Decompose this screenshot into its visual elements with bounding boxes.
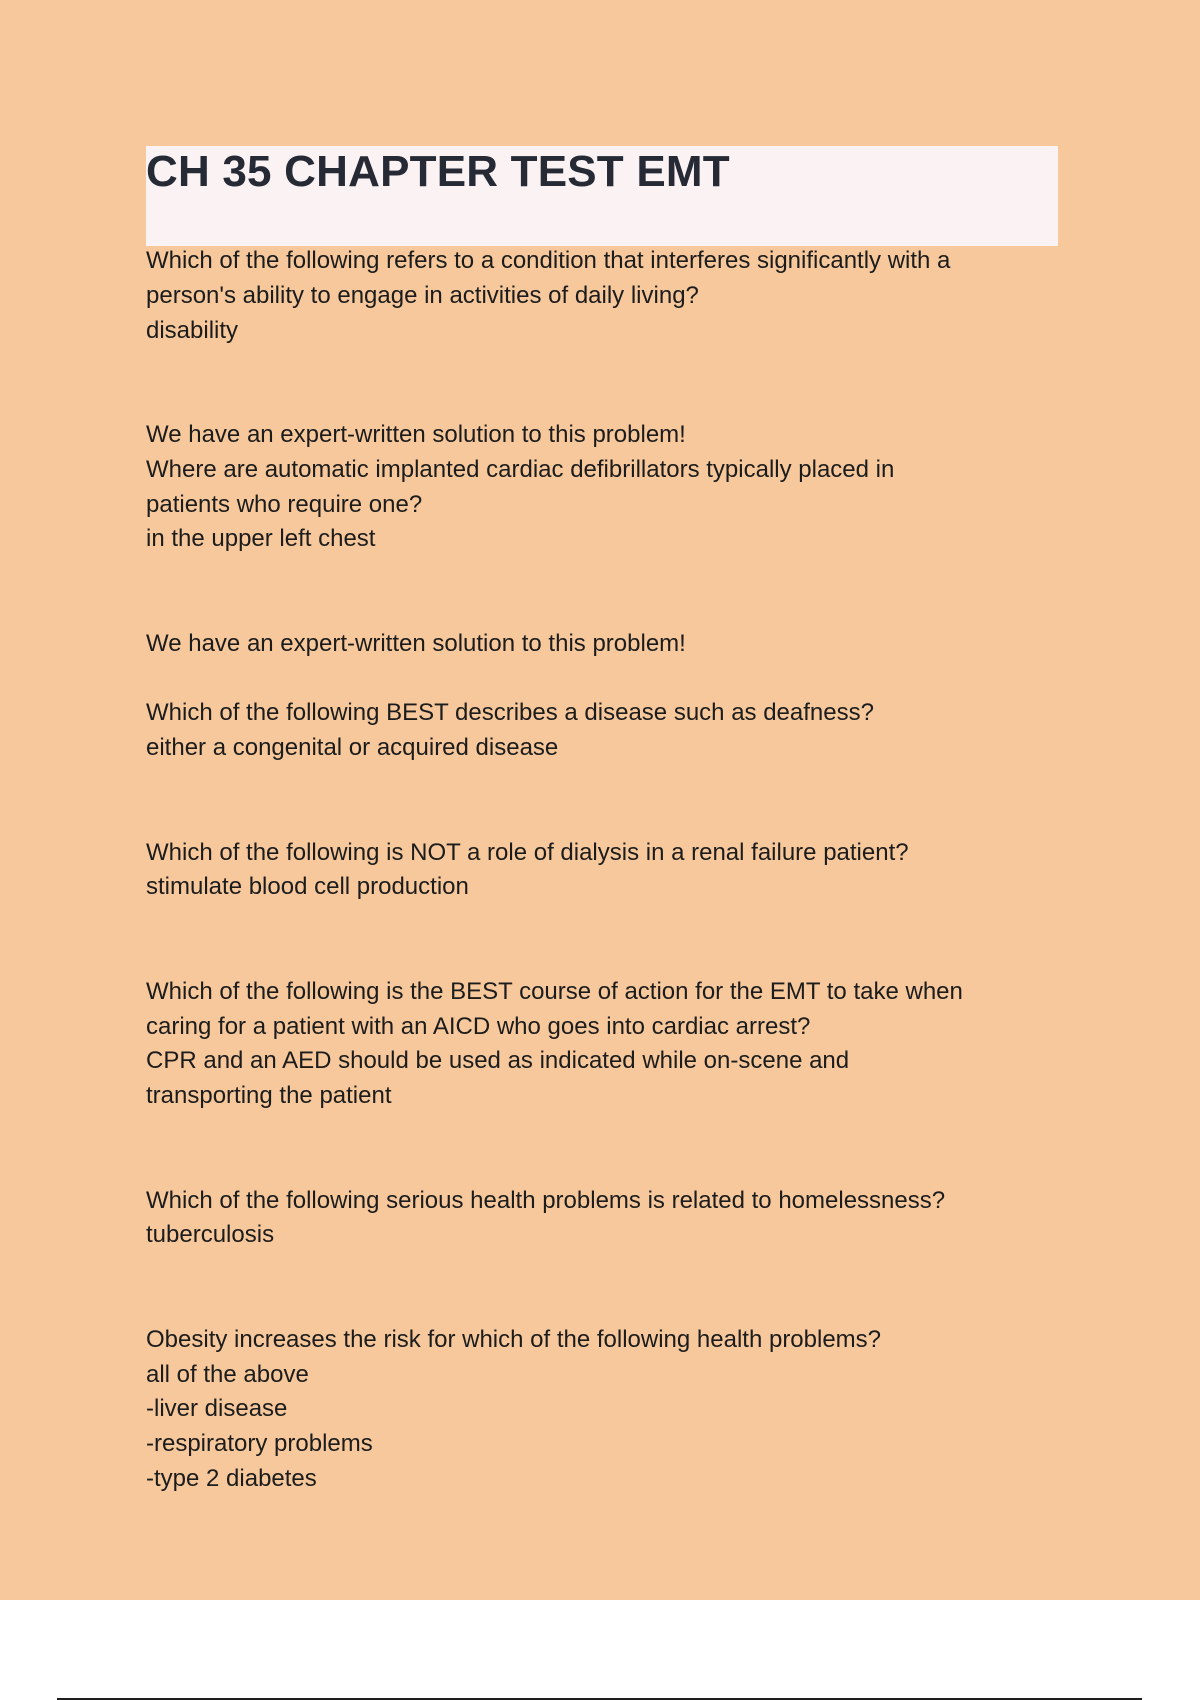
text-line: disability	[146, 316, 239, 344]
text-line: -type 2 diabetes	[146, 1464, 317, 1492]
text-line: CPR and an AED should be used as indicated while on-scene and	[146, 1047, 850, 1075]
blank-line	[146, 1288, 1066, 1323]
text-line: Which of the following BEST describes a disease such as deafness?	[146, 699, 874, 727]
blank-line	[146, 348, 1066, 383]
text-line: all of the above	[146, 1360, 309, 1388]
blank-line	[146, 1253, 1066, 1288]
blank-line	[146, 905, 1066, 940]
blank-line	[146, 801, 1066, 836]
text-line: We have an expert-written solution to this problem!	[146, 420, 686, 448]
text-line: Obesity increases the risk for which of the following health problems?	[146, 1325, 882, 1353]
blank-line	[146, 940, 1066, 975]
blank-line	[146, 1149, 1066, 1184]
text-line: -respiratory problems	[146, 1430, 373, 1458]
text-line: either a congenital or acquired disease	[146, 734, 559, 762]
text-line: stimulate blood cell production	[146, 873, 469, 901]
document-title: CH 35 CHAPTER TEST EMT	[146, 147, 730, 196]
document-body	[146, 244, 1066, 1497]
text-line: Which of the following refers to a condition that interferes significantly with a	[146, 247, 951, 274]
blank-line	[146, 592, 1066, 627]
text-line: person's ability to engage in activities of daily living?	[146, 281, 699, 309]
blank-line	[146, 662, 1066, 697]
text-line: patients who require one?	[146, 490, 423, 518]
text-line: Which of the following is NOT a role of dialysis in a renal failure patient?	[146, 838, 909, 866]
text-line: tuberculosis	[146, 1221, 275, 1249]
text-line: in the upper left chest	[146, 525, 376, 553]
text-line: We have an expert-written solution to this problem!	[146, 629, 686, 657]
text-line: Where are automatic implanted cardiac defibrillators typically placed in	[146, 455, 895, 483]
text-line: transporting the patient	[146, 1082, 392, 1110]
text-line: -liver disease	[146, 1395, 288, 1423]
text-line: caring for a patient with an AICD who goes into cardiac arrest?	[146, 1012, 811, 1040]
blank-line	[146, 557, 1066, 592]
blank-line	[146, 383, 1066, 418]
text-line: Which of the following is the BEST course of action for the EMT to take when	[146, 977, 963, 1005]
text-line: Which of the following serious health problems is related to homelessness?	[146, 1186, 946, 1214]
blank-line	[146, 766, 1066, 801]
blank-line	[146, 1114, 1066, 1149]
